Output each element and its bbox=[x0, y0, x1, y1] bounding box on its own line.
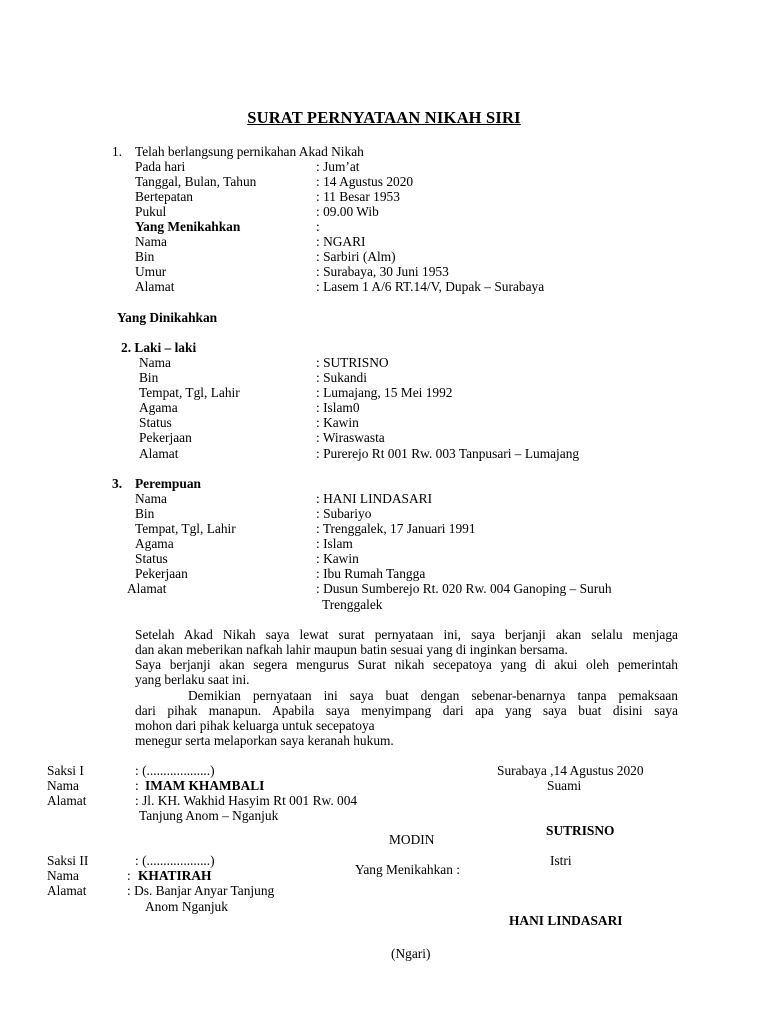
statement-line: Setelah Akad Nikah saya lewat surat pernyataan ini, saya berjanji akan selalu menjaga bbox=[135, 627, 678, 642]
alamat2-line2: Anom Nganjuk bbox=[145, 899, 228, 914]
nama2-label: Nama bbox=[47, 868, 79, 883]
saksi2-label: Saksi II bbox=[47, 853, 89, 868]
field-value: : Subariyo bbox=[316, 506, 372, 521]
field-value: : Sukandi bbox=[316, 370, 367, 385]
nama1-label: Nama bbox=[47, 778, 79, 793]
field-label: Bertepatan bbox=[135, 189, 193, 204]
statement-line: dari pihak manapun. Apabila saya menyimpang dari apa yang saya buat disini saya bbox=[135, 703, 678, 718]
field-label: Alamat bbox=[139, 446, 179, 461]
field-value: : Kawin bbox=[316, 415, 359, 430]
nama2-colon: : bbox=[127, 868, 131, 883]
field-value: : Wiraswasta bbox=[316, 430, 385, 445]
alamat1-line1: : Jl. KH. Wakhid Hasyim Rt 001 Rw. 004 bbox=[135, 793, 358, 808]
field-value: : NGARI bbox=[316, 234, 366, 249]
field-label: Nama bbox=[135, 491, 167, 506]
dinikahkan-heading: Yang Dinikahkan bbox=[117, 310, 218, 325]
section1-intro: Telah berlangsung pernikahan Akad Nikah bbox=[135, 144, 364, 159]
suami-name: SUTRISNO bbox=[546, 823, 615, 838]
field-value: : 14 Agustus 2020 bbox=[316, 174, 414, 189]
saksi1-label: Saksi I bbox=[47, 763, 84, 778]
statement-line: mohon dari pihak keluarga untuk secepatoya bbox=[135, 718, 375, 733]
field-label: Pekerjaan bbox=[135, 566, 188, 581]
field-value: : Kawin bbox=[316, 551, 359, 566]
field-value: : Islam bbox=[316, 536, 353, 551]
field-label: Agama bbox=[139, 400, 178, 415]
field-label: Status bbox=[139, 415, 172, 430]
section3-number: 3. bbox=[112, 476, 123, 491]
field-value-continued: Trenggalek bbox=[322, 597, 383, 612]
saksi1-value: : (...................) bbox=[135, 763, 215, 778]
menikahkan-label: Yang Menikahkan : bbox=[355, 862, 461, 877]
field-value: : Surabaya, 30 Juni 1953 bbox=[316, 264, 449, 279]
field-value: : Islam0 bbox=[316, 400, 360, 415]
field-value: : 11 Besar 1953 bbox=[316, 189, 400, 204]
field-value: : Purerejo Rt 001 Rw. 003 Tanpusari – Lumajang bbox=[316, 446, 580, 461]
nama1-value: IMAM KHAMBALI bbox=[145, 778, 265, 793]
field-label: Bin bbox=[135, 506, 155, 521]
field-label: Pekerjaan bbox=[139, 430, 192, 445]
section3-heading: Perempuan bbox=[135, 476, 201, 491]
statement-line: Saya berjanji akan segera mengurus Surat nikah secepatoya yang di akui oleh pemerintah bbox=[135, 657, 678, 672]
statement-line: menegur serta melaporkan saya keranah hukum. bbox=[135, 733, 394, 748]
field-label: Alamat bbox=[135, 279, 175, 294]
menikahkan-heading: Yang Menikahkan bbox=[135, 219, 241, 234]
saksi2-value: : (...................) bbox=[135, 853, 215, 868]
alamat2-line1: : Ds. Banjar Anyar Tanjung bbox=[127, 883, 275, 898]
field-value: : HANI LINDASARI bbox=[316, 491, 433, 506]
field-value: : Dusun Sumberejo Rt. 020 Rw. 004 Ganoping – Suruh bbox=[316, 581, 612, 596]
section2-heading: 2. Laki – laki bbox=[121, 340, 197, 355]
alamat1-label: Alamat bbox=[47, 793, 87, 808]
nama2-value: KHATIRAH bbox=[138, 868, 212, 883]
modin-label: MODIN bbox=[389, 832, 435, 847]
field-value: : Jum’at bbox=[316, 159, 360, 174]
istri-label: Istri bbox=[550, 853, 572, 868]
field-label: Bin bbox=[139, 370, 159, 385]
alamat2-label: Alamat bbox=[47, 883, 87, 898]
istri-name: HANI LINDASARI bbox=[509, 913, 623, 928]
field-value: : Trenggalek, 17 Januari 1991 bbox=[316, 521, 476, 536]
field-value: : Lumajang, 15 Mei 1992 bbox=[316, 385, 453, 400]
ngari-signature-name: (Ngari) bbox=[391, 946, 431, 961]
statement-line: Demikian pernyataan ini saya buat dengan sebenar-benarnya tanpa pemaksaan bbox=[188, 688, 678, 703]
nama1-colon: : bbox=[135, 778, 139, 793]
field-value: : Lasem 1 A/6 RT.14/V, Dupak – Surabaya bbox=[316, 279, 545, 294]
statement-line: yang berlaku saat ini. bbox=[135, 672, 250, 687]
field-value: : 09.00 Wib bbox=[316, 204, 379, 219]
field-label: Bin bbox=[135, 249, 155, 264]
document-title: SURAT PERNYATAAN NIKAH SIRI bbox=[247, 108, 521, 127]
place-date: Surabaya ,14 Agustus 2020 bbox=[497, 763, 644, 778]
field-label: Tempat, Tgl, Lahir bbox=[139, 385, 240, 400]
field-label: Pukul bbox=[135, 204, 167, 219]
statement-line: dan akan meberikan nafkah lahir maupun batin sesuai yang di inginkan bersama. bbox=[135, 642, 568, 657]
section1-number: 1. bbox=[112, 144, 123, 159]
field-label: Pada hari bbox=[135, 159, 186, 174]
field-label: Agama bbox=[135, 536, 174, 551]
field-label: Tempat, Tgl, Lahir bbox=[135, 521, 236, 536]
field-value: : Ibu Rumah Tangga bbox=[316, 566, 426, 581]
menikahkan-colon: : bbox=[316, 219, 320, 234]
field-value: : Sarbiri (Alm) bbox=[316, 249, 396, 264]
field-label: Nama bbox=[135, 234, 167, 249]
field-value: : SUTRISNO bbox=[316, 355, 389, 370]
alamat1-line2: Tanjung Anom – Nganjuk bbox=[139, 808, 279, 823]
suami-label: Suami bbox=[547, 778, 582, 793]
field-label: Tanggal, Bulan, Tahun bbox=[135, 174, 257, 189]
field-label: Umur bbox=[135, 264, 167, 279]
field-label: Alamat bbox=[127, 581, 167, 596]
field-label: Nama bbox=[139, 355, 171, 370]
field-label: Status bbox=[135, 551, 168, 566]
